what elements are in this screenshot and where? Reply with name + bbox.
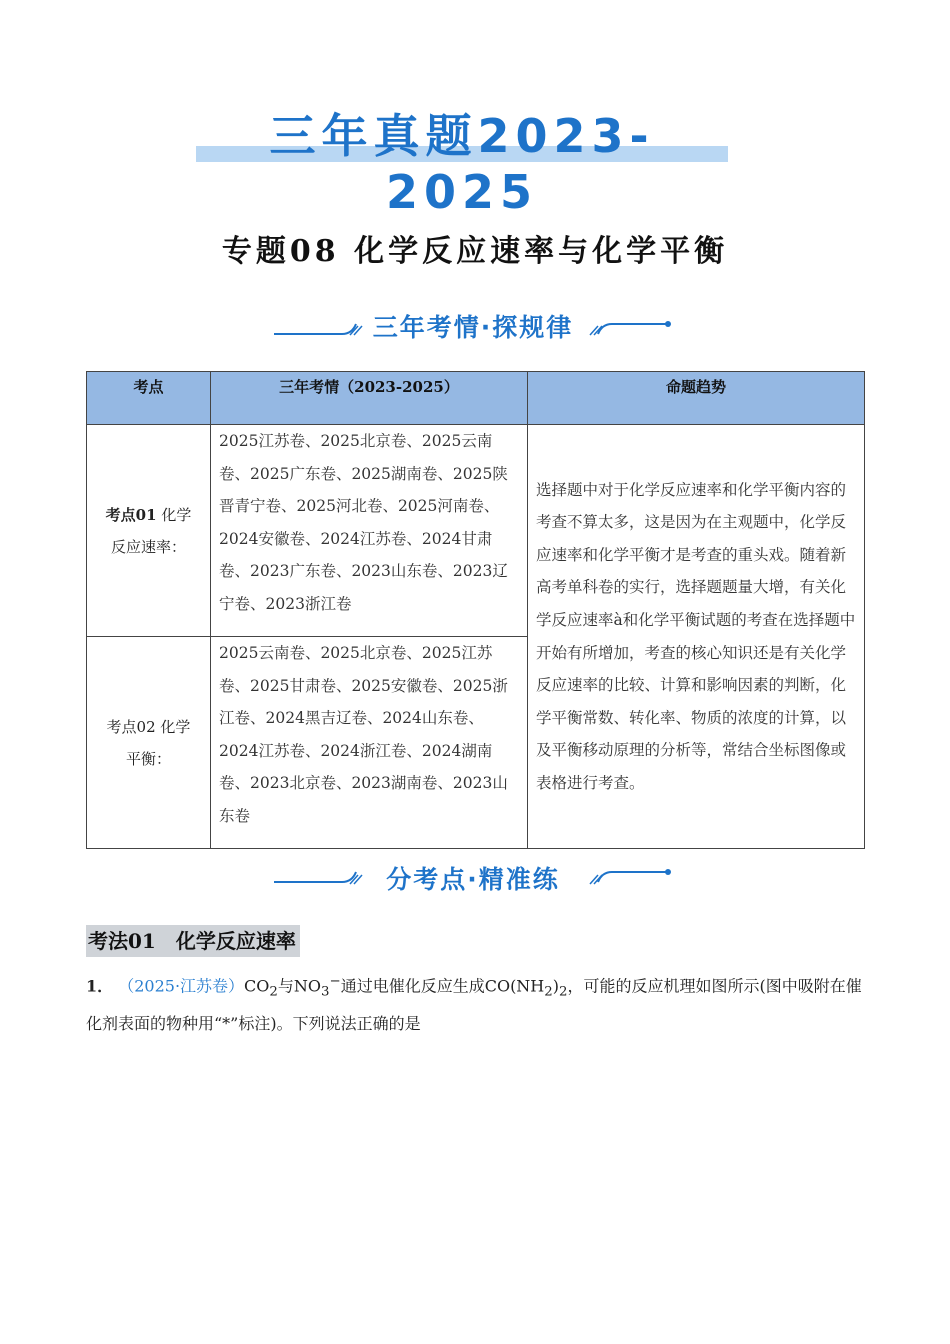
banner-title: 三年真题2023-2025 <box>269 109 655 219</box>
exam-point-cell <box>87 637 211 849</box>
exam-point-label: 考点01 <box>105 505 157 524</box>
table-header-cell: 命题趋势 <box>528 372 865 425</box>
divider-label: 分考点·精准练 <box>386 865 560 894</box>
exam-years-cell: 2025云南卷、2025北京卷、2025江苏卷、2025甘肃卷、2025安徽卷、2025浙江卷、2024黑吉辽卷、2024山东卷、2024江苏卷、2024浙江卷、2024湖南卷、2023北京卷、2023湖南卷、2023山东卷 <box>211 637 528 849</box>
formula-subscript: 3 <box>321 984 330 1000</box>
document-title: 专题08 化学反应速率与化学平衡 <box>221 234 729 269</box>
table-header-row <box>87 372 865 425</box>
table-header-cell: 考点 <box>87 372 211 425</box>
section-heading: 考法01 化学反应速率 <box>86 925 300 957</box>
question-text: 通过电催化反应生成 <box>340 976 485 996</box>
formula-subscript: 2 <box>544 984 553 1000</box>
question-text: ，可能的反应机理如图所示(图中吸附在催化剂表面的物种用“*”标注)。下列说法正确的是 <box>86 976 862 1033</box>
table-row <box>87 425 865 637</box>
question-source: （2025·江苏卷） <box>118 976 245 996</box>
question-text: 与 <box>277 976 294 996</box>
exam-point-label: 考点02 <box>106 717 156 736</box>
exam-point-text: 化学 <box>161 505 192 524</box>
exam-analysis-table <box>86 371 865 849</box>
formula-urea: CO(NH <box>484 976 545 996</box>
section-divider-trends <box>268 306 678 346</box>
exam-point-text: 平衡： <box>125 749 171 768</box>
question-number: 1． <box>86 976 114 996</box>
exam-point-text: 化学 <box>160 717 191 736</box>
exam-point-text: 反应速率： <box>110 537 186 556</box>
formula-superscript: − <box>329 974 341 989</box>
trend-cell: 选择题中对于化学反应速率和化学平衡内容的考查不算太多，这是因为在主观题中，化学反应速率和化学平衡才是考查的重头戏。随着新高考单科卷的实行，选择题题量大增，有关化学反应速率à和化学平衡试题的考查在选择题中开始有所增加，考查的核心知识还是有关化学反应速率的比较、计算和影响因素的判断，化学平衡常数、转化率、物质的浓度的计算，以及平衡移动原理的分析等，常结合坐标图像或表格进行考查。 <box>528 425 865 849</box>
table-header-cell: 三年考情（2023-2025） <box>211 372 528 425</box>
formula-no3: NO <box>293 976 322 996</box>
top-banner <box>196 108 728 219</box>
formula-urea: ) <box>552 976 559 996</box>
question-1 <box>86 966 862 1039</box>
formula-co2: CO <box>244 976 270 996</box>
section-divider-practice <box>268 860 678 900</box>
formula-subscript: 2 <box>559 984 568 1000</box>
exam-years-cell: 2025江苏卷、2025北京卷、2025云南卷、2025广东卷、2025湖南卷、2025陕晋青宁卷、2025河北卷、2025河南卷、2024安徽卷、2024江苏卷、2024甘肃卷、2023广东卷、2023山东卷、2023辽宁卷、2023浙江卷 <box>211 425 528 637</box>
formula-subscript: 2 <box>269 984 278 1000</box>
exam-point-cell <box>87 425 211 637</box>
divider-label: 三年考情·探规律 <box>372 313 574 342</box>
